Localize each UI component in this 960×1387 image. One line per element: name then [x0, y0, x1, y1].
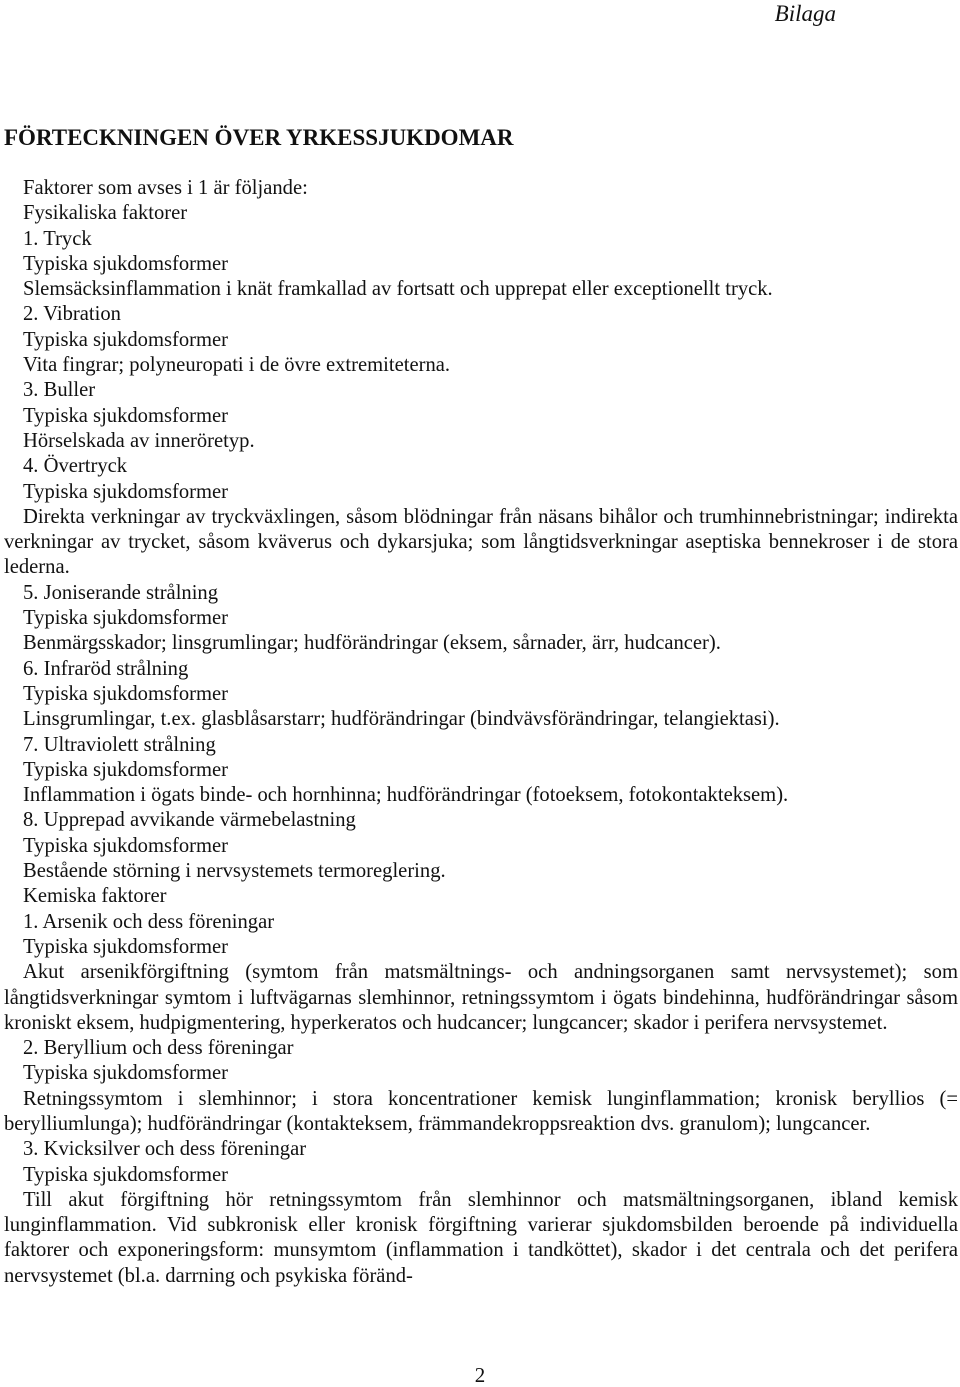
intro-line: Faktorer som avses i 1 är följande: — [23, 177, 308, 199]
section-heading-physical: Fysikaliska faktorer — [23, 202, 188, 225]
item-text: Benmärgsskador; linsgrumlingar; hudförändringar (eksem, sårnader, ärr, hudcancer). — [23, 632, 721, 655]
item-text: Vita fingrar; polyneuropati i de övre extremiteterna. — [23, 354, 451, 377]
document-title: FÖRTECKNINGEN ÖVER YRKESSJUKDOMAR — [4, 125, 514, 150]
item-title: 2. Vibration — [23, 303, 121, 326]
item-subheading: Typiska sjukdomsformer — [23, 1062, 229, 1085]
item-title: 6. Infraröd strålning — [23, 657, 189, 680]
item-subheading: Typiska sjukdomsformer — [23, 758, 229, 781]
item-text: Slemsäcksinflammation i knät framkallad av fortsatt och upprepat eller exceptionellt tryck. — [23, 278, 773, 301]
item-subheading: Typiska sjukdomsformer — [23, 607, 229, 630]
item-subheading: Typiska sjukdomsformer — [23, 404, 229, 427]
item-title: 1. Arsenik och dess föreningar — [23, 910, 275, 933]
document-body — [4, 176, 958, 1289]
section-heading-chemical: Kemiska faktorer — [23, 885, 167, 908]
item-title: 7. Ultraviolett strålning — [23, 733, 216, 756]
page-number: 2 — [474, 1363, 486, 1387]
item-title: 3. Buller — [23, 379, 96, 402]
item-title: 8. Upprepad avvikande värmebelastning — [23, 809, 356, 832]
item-title: 5. Joniserande strålning — [23, 581, 219, 604]
item-subheading: Typiska sjukdomsformer — [23, 935, 229, 958]
item-text: Bestående störning i nervsystemets termoreglering. — [23, 860, 446, 883]
appendix-label: Bilaga — [774, 1, 836, 26]
item-title: 4. Övertryck — [23, 455, 128, 478]
item-subheading: Typiska sjukdomsformer — [23, 834, 229, 857]
item-subheading: Typiska sjukdomsformer — [23, 682, 229, 705]
item-subheading: Typiska sjukdomsformer — [23, 328, 229, 351]
item-title: 1. Tryck — [23, 227, 92, 250]
item-text: Direkta verkningar av tryckväxlingen, såsom blödningar från näsans bihålor och trumhinnebristningar; indirekta verkningar av trycket, såsom kväverus och dykarsjuka; som långtidsverkningar aseptiska bennekroser i de stora lederna. — [4, 505, 958, 579]
item-text: Inflammation i ögats binde- och hornhinna; hudförändringar (fotoeksem, fotokontakteksem). — [23, 784, 789, 807]
item-text: Hörselskada av inneröretyp. — [23, 429, 255, 452]
item-title: 3. Kvicksilver och dess föreningar — [23, 1138, 307, 1161]
item-subheading: Typiska sjukdomsformer — [23, 252, 229, 275]
item-text: Linsgrumlingar, t.ex. glasblåsarstarr; hudförändringar (bindvävsförändringar, telangiektasi). — [23, 708, 780, 731]
item-text: Akut arsenikförgiftning (symtom från matsmältnings- och andningsorganen samt nervsystemet); som långtidsverkningar symtom i luftvägarnas slemhinnor, retningssymtom i ögats bindehinna, hudförändringar såsom kroniskt eksem, hudpigmentering, hyperkeratos och hudcancer; lungcancer; skador i perifera nervsystemet. — [4, 961, 958, 1034]
item-subheading: Typiska sjukdomsformer — [23, 1163, 229, 1186]
item-text: Till akut förgiftning hör retningssymtom från slemhinnor och matsmältningsorganen, ibland kemisk lunginflammation. Vid subkronisk eller kronisk förgiftning varierar sjukdomsbilden beroende på individuella faktorer och exponeringsform: munsymtom (inflammation i tandköttet), skador i det centrala och det perifera nervsystemet (bl.a. darrning och psykiska föränd- — [4, 1188, 958, 1287]
item-title: 2. Beryllium och dess föreningar — [23, 1037, 294, 1060]
item-text: Retningssymtom i slemhinnor; i stora koncentrationer kemisk lunginflammation; kronisk beryllios (= berylliumlunga); hudförändringar (kontakteksem, främmandekroppsreaktion dvs. granulom); lungcancer. — [4, 1087, 958, 1135]
item-subheading: Typiska sjukdomsformer — [23, 480, 229, 503]
